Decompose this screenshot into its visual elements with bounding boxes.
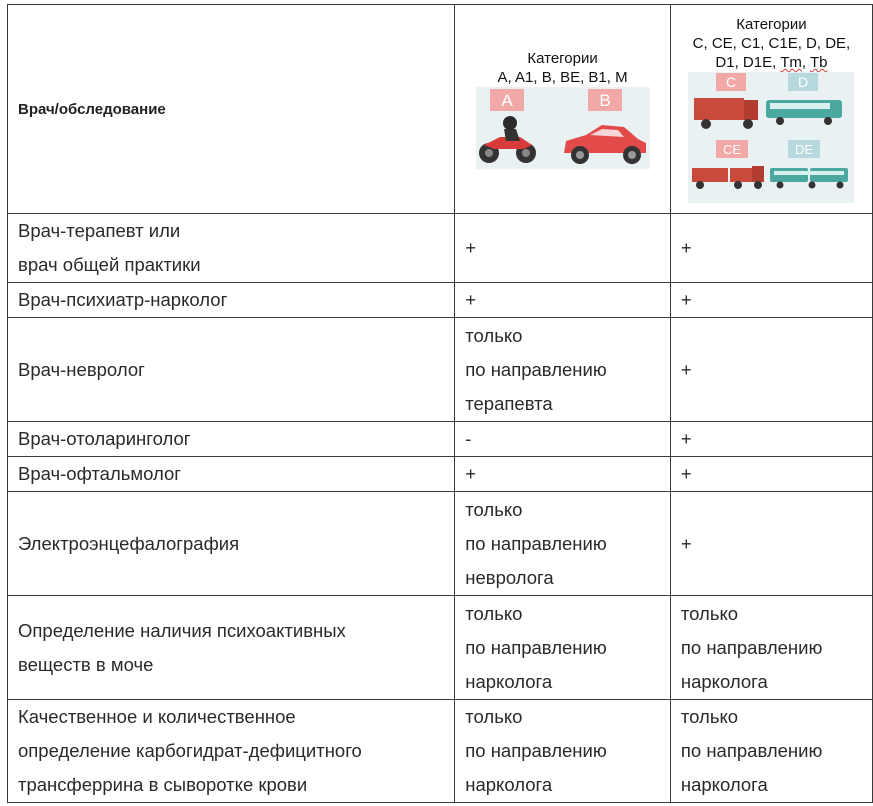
table-row — [8, 422, 873, 457]
category-c-d-list-1: C, CE, C1, C1E, D, DE, — [692, 35, 851, 52]
category-ab-value — [455, 422, 671, 457]
badge-c-label: C — [726, 74, 737, 90]
header-doctor-exam-label: Врач/обследование — [18, 100, 166, 118]
exam-name — [8, 214, 455, 283]
category-ab-value — [455, 318, 671, 422]
value-line: + — [465, 237, 477, 258]
table-row — [8, 492, 873, 596]
value-line: + — [680, 532, 692, 554]
category-ab-value — [455, 214, 671, 283]
badge-d-label: D — [798, 74, 809, 90]
category-c-d-title: Категории — [736, 16, 807, 33]
table-row — [8, 596, 873, 700]
exam-name-line: Определение наличия психоактивных — [18, 619, 346, 641]
value-line: только — [465, 324, 523, 346]
category-tb: Tb — [809, 54, 828, 71]
category-a-b-title: Категории — [527, 50, 598, 67]
exam-name-line: веществ в моче — [18, 653, 154, 675]
category-cd-value — [670, 422, 872, 457]
value-line: нарколога — [680, 774, 768, 795]
value-line: только — [465, 602, 523, 624]
value-line: + — [680, 358, 692, 380]
value-line: + — [465, 463, 477, 484]
value-line: только — [465, 498, 523, 520]
value-line: только — [465, 706, 523, 727]
category-ab-value — [455, 492, 671, 596]
value-line: нарколога — [680, 670, 768, 692]
value-line: + — [680, 289, 692, 310]
exam-name-line: Врач-отоларинголог — [18, 428, 191, 449]
exam-name-line: Качественное и количественное — [18, 706, 296, 727]
value-line: терапевта — [465, 392, 553, 414]
category-ab-value — [455, 700, 671, 803]
exam-name-line: трансферрина в сыворотке крови — [18, 774, 308, 795]
value-line: - — [465, 428, 472, 449]
value-line: по направлению — [465, 358, 607, 380]
category-sep: , — [801, 54, 810, 71]
category-cd-value — [670, 214, 872, 283]
value-line: + — [465, 289, 477, 310]
category-a-b-list: A, A1, B, BE, B1, M — [497, 69, 628, 86]
header-doctor-exam — [8, 5, 455, 214]
category-c-d-list-2-prefix: D1, D1E, — [715, 54, 781, 71]
header-row — [8, 5, 873, 214]
table-row — [8, 214, 873, 283]
exam-name-line: Врач-невролог — [18, 358, 145, 380]
value-line: + — [680, 463, 692, 484]
category-ab-value — [455, 596, 671, 700]
table-row — [8, 700, 873, 803]
category-ab-value — [455, 457, 671, 492]
category-cd-value — [670, 492, 872, 596]
value-line: по направлению — [465, 532, 607, 554]
category-tm: Tm — [780, 54, 802, 71]
category-cd-value — [670, 318, 872, 422]
badge-ce-label: CE — [723, 142, 742, 157]
value-line: + — [680, 237, 692, 258]
category-c-d-list-2 — [671, 53, 872, 72]
header-category-a-b — [455, 5, 671, 214]
exam-name — [8, 596, 455, 700]
value-line: по направлению — [465, 740, 607, 761]
value-line: только — [680, 706, 739, 727]
value-line: только — [680, 602, 739, 624]
category-cd-value — [670, 283, 872, 318]
exam-name-line: Врач-психиатр-нарколог — [18, 289, 228, 310]
value-line: невролога — [465, 566, 554, 588]
exam-name — [8, 318, 455, 422]
truck-bus-illustration — [688, 72, 854, 203]
badge-a-label: A — [500, 91, 513, 110]
value-line: нарколога — [465, 670, 553, 692]
value-line: нарколога — [465, 774, 553, 795]
exam-name-line: Электроэнцефалография — [18, 532, 240, 554]
value-line: + — [680, 428, 692, 449]
exam-name — [8, 283, 455, 318]
motorcycle-car-illustration — [476, 87, 650, 169]
medical-exam-table — [7, 4, 873, 803]
badge-b-label: B — [598, 91, 611, 110]
exam-name-line: Врач-терапевт или — [18, 220, 181, 241]
exam-name — [8, 457, 455, 492]
exam-name — [8, 492, 455, 596]
header-category-c-d — [670, 5, 872, 214]
category-cd-value — [670, 596, 872, 700]
exam-name — [8, 422, 455, 457]
table-row — [8, 318, 873, 422]
category-cd-value — [670, 700, 872, 803]
exam-name-line: врач общей практики — [18, 254, 201, 275]
badge-de-label: DE — [795, 142, 814, 157]
value-line: по направлению — [680, 740, 823, 761]
exam-name-line: определение карбогидрат-дефицитного — [18, 740, 362, 761]
value-line: по направлению — [465, 636, 607, 658]
table-row — [8, 457, 873, 492]
exam-name-line: Врач-офтальмолог — [18, 463, 182, 484]
table-row — [8, 283, 873, 318]
category-ab-value — [455, 283, 671, 318]
exam-name — [8, 700, 455, 803]
category-cd-value — [670, 457, 872, 492]
value-line: по направлению — [680, 636, 823, 658]
